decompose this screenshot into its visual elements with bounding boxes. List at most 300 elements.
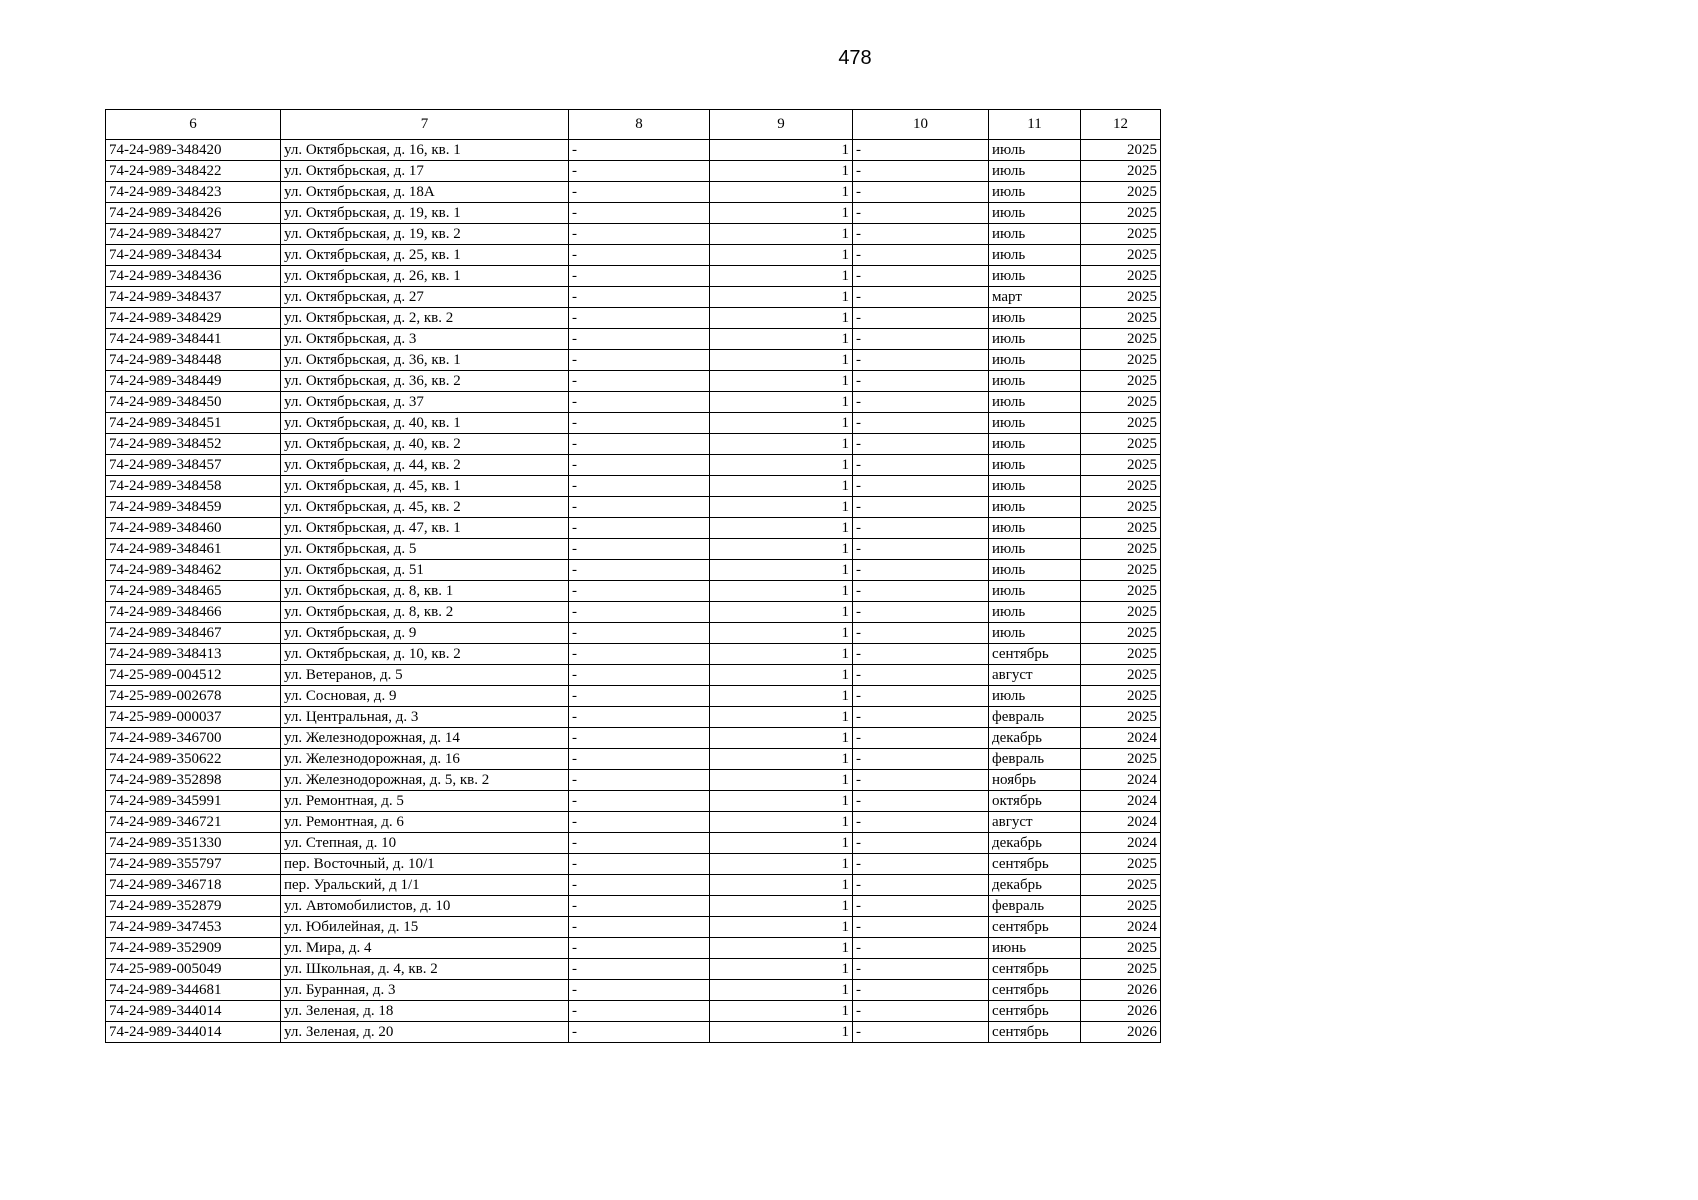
address-cell: ул. Автомобилистов, д. 10 [281, 896, 569, 917]
count-cell: 1 [710, 938, 853, 959]
year-cell: 2025 [1081, 308, 1161, 329]
table-row [106, 539, 1161, 560]
count-cell: 1 [710, 1001, 853, 1022]
address-cell: ул. Буранная, д. 3 [281, 980, 569, 1001]
cadastral-number-cell: 74-24-989-346700 [106, 728, 281, 749]
cadastral-number-cell: 74-24-989-348462 [106, 560, 281, 581]
col10-cell: - [853, 245, 989, 266]
year-cell: 2026 [1081, 980, 1161, 1001]
address-cell: ул. Октябрьская, д. 37 [281, 392, 569, 413]
count-cell: 1 [710, 329, 853, 350]
cadastral-number-cell: 74-24-989-346721 [106, 812, 281, 833]
col8-cell: - [569, 497, 710, 518]
count-cell: 1 [710, 980, 853, 1001]
address-cell: ул. Октябрьская, д. 5 [281, 539, 569, 560]
month-cell: июль [989, 455, 1081, 476]
col8-cell: - [569, 140, 710, 161]
table-row [106, 1001, 1161, 1022]
col10-cell: - [853, 686, 989, 707]
cadastral-number-cell: 74-24-989-348413 [106, 644, 281, 665]
col8-cell: - [569, 182, 710, 203]
table-row [106, 455, 1161, 476]
count-cell: 1 [710, 161, 853, 182]
table-row [106, 728, 1161, 749]
address-cell: ул. Железнодорожная, д. 14 [281, 728, 569, 749]
col10-cell: - [853, 938, 989, 959]
table-row [106, 875, 1161, 896]
table-row [106, 707, 1161, 728]
month-cell: март [989, 287, 1081, 308]
col10-cell: - [853, 707, 989, 728]
cadastral-number-cell: 74-24-989-346718 [106, 875, 281, 896]
count-cell: 1 [710, 875, 853, 896]
count-cell: 1 [710, 266, 853, 287]
count-cell: 1 [710, 224, 853, 245]
count-cell: 1 [710, 182, 853, 203]
count-cell: 1 [710, 497, 853, 518]
address-cell: ул. Железнодорожная, д. 16 [281, 749, 569, 770]
col8-cell: - [569, 854, 710, 875]
address-cell: ул. Октябрьская, д. 44, кв. 2 [281, 455, 569, 476]
count-cell: 1 [710, 791, 853, 812]
count-cell: 1 [710, 476, 853, 497]
col10-cell: - [853, 476, 989, 497]
table-body [106, 140, 1161, 1043]
table-row [106, 287, 1161, 308]
cadastral-number-cell: 74-24-989-348429 [106, 308, 281, 329]
col8-cell: - [569, 770, 710, 791]
month-cell: июль [989, 518, 1081, 539]
cadastral-number-cell: 74-24-989-348451 [106, 413, 281, 434]
col10-cell: - [853, 392, 989, 413]
address-cell: ул. Октябрьская, д. 8, кв. 2 [281, 602, 569, 623]
cadastral-number-cell: 74-24-989-348459 [106, 497, 281, 518]
month-cell: июль [989, 392, 1081, 413]
count-cell: 1 [710, 560, 853, 581]
table-row [106, 266, 1161, 287]
col10-cell: - [853, 791, 989, 812]
year-cell: 2025 [1081, 875, 1161, 896]
table-row [106, 959, 1161, 980]
count-cell: 1 [710, 539, 853, 560]
table-row [106, 917, 1161, 938]
col8-cell: - [569, 245, 710, 266]
year-cell: 2025 [1081, 560, 1161, 581]
count-cell: 1 [710, 413, 853, 434]
col10-cell: - [853, 917, 989, 938]
cadastral-number-cell: 74-24-989-344014 [106, 1022, 281, 1043]
count-cell: 1 [710, 833, 853, 854]
month-cell: июль [989, 245, 1081, 266]
column-header: 10 [853, 110, 989, 140]
cadastral-number-cell: 74-24-989-352898 [106, 770, 281, 791]
col8-cell: - [569, 329, 710, 350]
col8-cell: - [569, 1022, 710, 1043]
year-cell: 2025 [1081, 350, 1161, 371]
month-cell: сентябрь [989, 917, 1081, 938]
year-cell: 2025 [1081, 140, 1161, 161]
cadastral-number-cell: 74-24-989-348450 [106, 392, 281, 413]
count-cell: 1 [710, 623, 853, 644]
address-cell: ул. Ремонтная, д. 5 [281, 791, 569, 812]
col8-cell: - [569, 1001, 710, 1022]
address-cell: ул. Зеленая, д. 18 [281, 1001, 569, 1022]
cadastral-number-cell: 74-24-989-348465 [106, 581, 281, 602]
month-cell: июль [989, 161, 1081, 182]
table-row [106, 749, 1161, 770]
col10-cell: - [853, 224, 989, 245]
address-cell: ул. Октябрьская, д. 16, кв. 1 [281, 140, 569, 161]
month-cell: июль [989, 266, 1081, 287]
address-cell: ул. Октябрьская, д. 3 [281, 329, 569, 350]
table-row [106, 329, 1161, 350]
month-cell: июль [989, 329, 1081, 350]
count-cell: 1 [710, 434, 853, 455]
col8-cell: - [569, 560, 710, 581]
cadastral-number-cell: 74-24-989-347453 [106, 917, 281, 938]
col8-cell: - [569, 413, 710, 434]
page-number: 478 [838, 47, 872, 69]
cadastral-number-cell: 74-25-989-004512 [106, 665, 281, 686]
col10-cell: - [853, 644, 989, 665]
col8-cell: - [569, 623, 710, 644]
year-cell: 2025 [1081, 161, 1161, 182]
col8-cell: - [569, 833, 710, 854]
col8-cell: - [569, 518, 710, 539]
col10-cell: - [853, 770, 989, 791]
col10-cell: - [853, 896, 989, 917]
table-row [106, 938, 1161, 959]
cadastral-number-cell: 74-24-989-348422 [106, 161, 281, 182]
table-row [106, 245, 1161, 266]
year-cell: 2024 [1081, 791, 1161, 812]
month-cell: ноябрь [989, 770, 1081, 791]
year-cell: 2025 [1081, 329, 1161, 350]
month-cell: сентябрь [989, 980, 1081, 1001]
month-cell: июль [989, 308, 1081, 329]
count-cell: 1 [710, 350, 853, 371]
year-cell: 2025 [1081, 938, 1161, 959]
month-cell: сентябрь [989, 854, 1081, 875]
col10-cell: - [853, 665, 989, 686]
cadastral-number-cell: 74-24-989-345991 [106, 791, 281, 812]
cadastral-number-cell: 74-24-989-348458 [106, 476, 281, 497]
column-header: 6 [106, 110, 281, 140]
col10-cell: - [853, 980, 989, 1001]
col10-cell: - [853, 749, 989, 770]
count-cell: 1 [710, 917, 853, 938]
col10-cell: - [853, 350, 989, 371]
month-cell: сентябрь [989, 644, 1081, 665]
count-cell: 1 [710, 392, 853, 413]
year-cell: 2025 [1081, 455, 1161, 476]
col10-cell: - [853, 875, 989, 896]
table-row [106, 161, 1161, 182]
year-cell: 2026 [1081, 1022, 1161, 1043]
column-header: 9 [710, 110, 853, 140]
year-cell: 2025 [1081, 959, 1161, 980]
count-cell: 1 [710, 770, 853, 791]
table-row [106, 308, 1161, 329]
year-cell: 2025 [1081, 287, 1161, 308]
col8-cell: - [569, 287, 710, 308]
cadastral-number-cell: 74-24-989-348460 [106, 518, 281, 539]
year-cell: 2025 [1081, 854, 1161, 875]
column-header: 7 [281, 110, 569, 140]
year-cell: 2025 [1081, 245, 1161, 266]
cadastral-number-cell: 74-25-989-002678 [106, 686, 281, 707]
col8-cell: - [569, 539, 710, 560]
year-cell: 2026 [1081, 1001, 1161, 1022]
year-cell: 2025 [1081, 434, 1161, 455]
month-cell: июль [989, 686, 1081, 707]
address-cell: ул. Октябрьская, д. 8, кв. 1 [281, 581, 569, 602]
month-cell: июль [989, 182, 1081, 203]
col10-cell: - [853, 1022, 989, 1043]
address-cell: ул. Октябрьская, д. 40, кв. 2 [281, 434, 569, 455]
table-row [106, 203, 1161, 224]
table-row [106, 896, 1161, 917]
year-cell: 2024 [1081, 728, 1161, 749]
col10-cell: - [853, 287, 989, 308]
year-cell: 2025 [1081, 392, 1161, 413]
count-cell: 1 [710, 518, 853, 539]
col10-cell: - [853, 539, 989, 560]
month-cell: декабрь [989, 833, 1081, 854]
cadastral-number-cell: 74-24-989-348420 [106, 140, 281, 161]
month-cell: июль [989, 224, 1081, 245]
year-cell: 2025 [1081, 518, 1161, 539]
count-cell: 1 [710, 287, 853, 308]
count-cell: 1 [710, 371, 853, 392]
month-cell: август [989, 665, 1081, 686]
address-cell: ул. Октябрьская, д. 36, кв. 1 [281, 350, 569, 371]
col8-cell: - [569, 224, 710, 245]
col10-cell: - [853, 266, 989, 287]
address-cell: ул. Октябрьская, д. 19, кв. 2 [281, 224, 569, 245]
address-cell: ул. Октябрьская, д. 2, кв. 2 [281, 308, 569, 329]
month-cell: июль [989, 602, 1081, 623]
col10-cell: - [853, 329, 989, 350]
year-cell: 2025 [1081, 581, 1161, 602]
col10-cell: - [853, 518, 989, 539]
col8-cell: - [569, 602, 710, 623]
count-cell: 1 [710, 644, 853, 665]
col8-cell: - [569, 308, 710, 329]
address-cell: ул. Октябрьская, д. 51 [281, 560, 569, 581]
table-row [106, 665, 1161, 686]
count-cell: 1 [710, 1022, 853, 1043]
month-cell: июль [989, 350, 1081, 371]
count-cell: 1 [710, 812, 853, 833]
address-cell: ул. Октябрьская, д. 17 [281, 161, 569, 182]
year-cell: 2024 [1081, 812, 1161, 833]
col10-cell: - [853, 203, 989, 224]
cadastral-number-cell: 74-25-989-000037 [106, 707, 281, 728]
col10-cell: - [853, 728, 989, 749]
cadastral-number-cell: 74-24-989-348423 [106, 182, 281, 203]
table-row [106, 791, 1161, 812]
column-header: 11 [989, 110, 1081, 140]
count-cell: 1 [710, 455, 853, 476]
cadastral-number-cell: 74-24-989-348441 [106, 329, 281, 350]
year-cell: 2025 [1081, 371, 1161, 392]
year-cell: 2025 [1081, 686, 1161, 707]
address-cell: ул. Октябрьская, д. 9 [281, 623, 569, 644]
count-cell: 1 [710, 665, 853, 686]
header-row [106, 110, 1161, 140]
table-row [106, 1022, 1161, 1043]
col10-cell: - [853, 161, 989, 182]
count-cell: 1 [710, 728, 853, 749]
col10-cell: - [853, 1001, 989, 1022]
year-cell: 2025 [1081, 602, 1161, 623]
col8-cell: - [569, 728, 710, 749]
col8-cell: - [569, 371, 710, 392]
month-cell: июнь [989, 938, 1081, 959]
col10-cell: - [853, 833, 989, 854]
table-row [106, 371, 1161, 392]
cadastral-number-cell: 74-24-989-348448 [106, 350, 281, 371]
month-cell: июль [989, 434, 1081, 455]
year-cell: 2025 [1081, 497, 1161, 518]
count-cell: 1 [710, 707, 853, 728]
table-row [106, 644, 1161, 665]
year-cell: 2024 [1081, 833, 1161, 854]
address-cell: ул. Центральная, д. 3 [281, 707, 569, 728]
table-row [106, 770, 1161, 791]
month-cell: июль [989, 539, 1081, 560]
cadastral-number-cell: 74-24-989-348467 [106, 623, 281, 644]
year-cell: 2025 [1081, 413, 1161, 434]
address-cell: ул. Октябрьская, д. 47, кв. 1 [281, 518, 569, 539]
data-table [105, 109, 1161, 1043]
month-cell: декабрь [989, 728, 1081, 749]
year-cell: 2024 [1081, 770, 1161, 791]
table-row [106, 476, 1161, 497]
address-cell: ул. Октябрьская, д. 45, кв. 2 [281, 497, 569, 518]
cadastral-number-cell: 74-24-989-352909 [106, 938, 281, 959]
cadastral-number-cell: 74-24-989-348437 [106, 287, 281, 308]
col8-cell: - [569, 350, 710, 371]
count-cell: 1 [710, 959, 853, 980]
address-cell: ул. Октябрьская, д. 45, кв. 1 [281, 476, 569, 497]
month-cell: июль [989, 203, 1081, 224]
col8-cell: - [569, 581, 710, 602]
table-row [106, 413, 1161, 434]
month-cell: июль [989, 413, 1081, 434]
col10-cell: - [853, 434, 989, 455]
count-cell: 1 [710, 581, 853, 602]
col10-cell: - [853, 581, 989, 602]
cadastral-number-cell: 74-24-989-348426 [106, 203, 281, 224]
col8-cell: - [569, 749, 710, 770]
year-cell: 2025 [1081, 644, 1161, 665]
month-cell: февраль [989, 749, 1081, 770]
year-cell: 2025 [1081, 896, 1161, 917]
table-row [106, 686, 1161, 707]
table-row [106, 224, 1161, 245]
col10-cell: - [853, 413, 989, 434]
month-cell: октябрь [989, 791, 1081, 812]
address-cell: ул. Зеленая, д. 20 [281, 1022, 569, 1043]
address-cell: ул. Мира, д. 4 [281, 938, 569, 959]
year-cell: 2025 [1081, 749, 1161, 770]
address-cell: ул. Октябрьская, д. 18А [281, 182, 569, 203]
col8-cell: - [569, 917, 710, 938]
address-cell: ул. Ремонтная, д. 6 [281, 812, 569, 833]
address-cell: пер. Восточный, д. 10/1 [281, 854, 569, 875]
year-cell: 2025 [1081, 665, 1161, 686]
cadastral-number-cell: 74-24-989-352879 [106, 896, 281, 917]
address-cell: ул. Степная, д. 10 [281, 833, 569, 854]
address-cell: ул. Октябрьская, д. 25, кв. 1 [281, 245, 569, 266]
cadastral-number-cell: 74-24-989-348449 [106, 371, 281, 392]
month-cell: декабрь [989, 875, 1081, 896]
year-cell: 2024 [1081, 917, 1161, 938]
col8-cell: - [569, 476, 710, 497]
cadastral-number-cell: 74-24-989-348434 [106, 245, 281, 266]
year-cell: 2025 [1081, 539, 1161, 560]
table-row [106, 350, 1161, 371]
cadastral-number-cell: 74-24-989-351330 [106, 833, 281, 854]
table-row [106, 602, 1161, 623]
column-header: 12 [1081, 110, 1161, 140]
year-cell: 2025 [1081, 266, 1161, 287]
table-row [106, 434, 1161, 455]
year-cell: 2025 [1081, 623, 1161, 644]
count-cell: 1 [710, 245, 853, 266]
col10-cell: - [853, 623, 989, 644]
address-cell: пер. Уральский, д 1/1 [281, 875, 569, 896]
cadastral-number-cell: 74-24-989-348461 [106, 539, 281, 560]
address-cell: ул. Октябрьская, д. 19, кв. 1 [281, 203, 569, 224]
col10-cell: - [853, 455, 989, 476]
column-header: 8 [569, 110, 710, 140]
col10-cell: - [853, 602, 989, 623]
cadastral-number-cell: 74-24-989-350622 [106, 749, 281, 770]
year-cell: 2025 [1081, 707, 1161, 728]
cadastral-number-cell: 74-24-989-348457 [106, 455, 281, 476]
count-cell: 1 [710, 749, 853, 770]
col8-cell: - [569, 938, 710, 959]
table-row [106, 392, 1161, 413]
address-cell: ул. Ветеранов, д. 5 [281, 665, 569, 686]
table-row [106, 518, 1161, 539]
cadastral-number-cell: 74-24-989-348466 [106, 602, 281, 623]
year-cell: 2025 [1081, 476, 1161, 497]
address-cell: ул. Юбилейная, д. 15 [281, 917, 569, 938]
col8-cell: - [569, 791, 710, 812]
count-cell: 1 [710, 896, 853, 917]
table-row [106, 623, 1161, 644]
address-cell: ул. Октябрьская, д. 27 [281, 287, 569, 308]
address-cell: ул. Школьная, д. 4, кв. 2 [281, 959, 569, 980]
col8-cell: - [569, 266, 710, 287]
col10-cell: - [853, 371, 989, 392]
address-cell: ул. Октябрьская, д. 36, кв. 2 [281, 371, 569, 392]
month-cell: июль [989, 581, 1081, 602]
address-cell: ул. Сосновая, д. 9 [281, 686, 569, 707]
col10-cell: - [853, 182, 989, 203]
month-cell: февраль [989, 707, 1081, 728]
table-row [106, 980, 1161, 1001]
cadastral-number-cell: 74-24-989-348427 [106, 224, 281, 245]
col8-cell: - [569, 455, 710, 476]
count-cell: 1 [710, 686, 853, 707]
count-cell: 1 [710, 203, 853, 224]
col10-cell: - [853, 308, 989, 329]
